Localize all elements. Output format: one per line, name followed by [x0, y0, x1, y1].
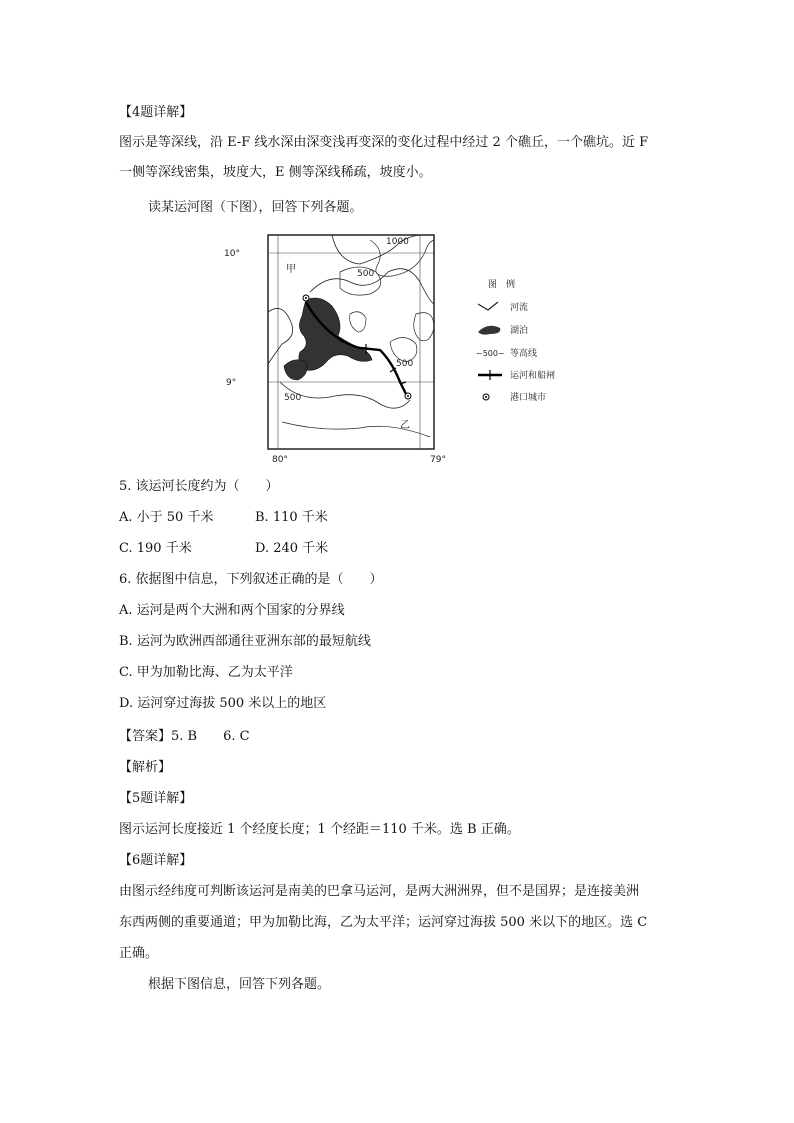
section4-text-line2: 一侧等深线密集，坡度大，E 侧等深线稀疏，坡度小。	[119, 165, 432, 180]
label-yi: 乙	[400, 420, 410, 431]
legend-port-icon-dot	[485, 396, 487, 398]
q6-option-d: D. 运河穿过海拔 500 米以上的地区	[119, 696, 327, 711]
section5-heading: 【5题详解】	[119, 791, 193, 806]
port-city-north-dot	[305, 297, 307, 299]
q6-option-c: C. 甲为加勒比海、乙为太平洋	[119, 665, 293, 680]
q5-option-d: D. 240 千米	[255, 541, 329, 556]
canal-map-figure	[220, 232, 590, 468]
legend-river-icon	[478, 302, 498, 310]
legend-contour: 等高线	[510, 349, 538, 359]
lat-label-bottom: 9°	[226, 378, 237, 388]
legend-title: 图 例	[488, 280, 516, 290]
q5-stem: 5. 该运河长度约为（ ）	[119, 479, 279, 494]
contour-label-1000: 1000	[386, 237, 409, 247]
q5-option-c: C. 190 千米	[119, 541, 192, 556]
legend-port: 港口城市	[510, 393, 547, 403]
q6-stem: 6. 依据图中信息，下列叙述正确的是（ ）	[119, 572, 383, 587]
q5-option-b: B. 110 千米	[255, 510, 328, 525]
section6-text-line2: 东西两侧的重要通道；甲为加勒比海，乙为太平洋；运河穿过海拔 500 米以下的地区。选 C	[119, 915, 648, 930]
legend-canal: 运河和船闸	[510, 371, 556, 381]
section6-text-line1: 由图示经纬度可判断该运河是南美的巴拿马运河，是两大洲洲界，但不是国界；是连接美洲	[119, 884, 640, 899]
section4-text-line1: 图示是等深线，沿 E-F 线水深由深变浅再变深的变化过程中经过 2 个礁丘，一个礁坑。近 F	[119, 135, 649, 150]
canal-intro: 读某运河图（下图），回答下列各题。	[148, 200, 363, 215]
label-jia: 甲	[286, 264, 296, 275]
lon-label-right: 79°	[430, 455, 446, 465]
legend-river: 河流	[510, 303, 529, 313]
q6-option-b: B. 运河为欧洲西部通往亚洲东部的最短航线	[119, 634, 371, 649]
section6-heading: 【6题详解】	[119, 853, 193, 868]
analysis-heading: 【解析】	[119, 760, 172, 775]
q5-option-a: A. 小于 50 千米	[119, 510, 214, 525]
port-city-south-dot	[407, 395, 409, 397]
section4-heading: 【4题详解】	[119, 105, 193, 120]
next-intro: 根据下图信息，回答下列各题。	[148, 977, 331, 992]
q6-option-a: A. 运河是两个大洲和两个国家的分界线	[119, 603, 345, 618]
legend-lake: 湖泊	[510, 326, 529, 336]
section6-text-line3: 正确。	[119, 946, 159, 961]
contour-label-500-west: 500	[284, 393, 302, 403]
legend-contour-symbol: ~500~	[476, 349, 505, 358]
contour-label-500-north: 500	[357, 269, 375, 279]
answer: 【答案】5. B 6. C	[119, 729, 250, 744]
lat-label-top: 10°	[224, 249, 240, 259]
section5-text: 图示运河长度接近 1 个经度长度；1 个经距＝110 千米。选 B 正确。	[119, 822, 520, 837]
lon-label-left: 80°	[272, 455, 288, 465]
legend-lake-icon	[478, 326, 500, 335]
contour-label-500-east: 500	[396, 359, 414, 369]
